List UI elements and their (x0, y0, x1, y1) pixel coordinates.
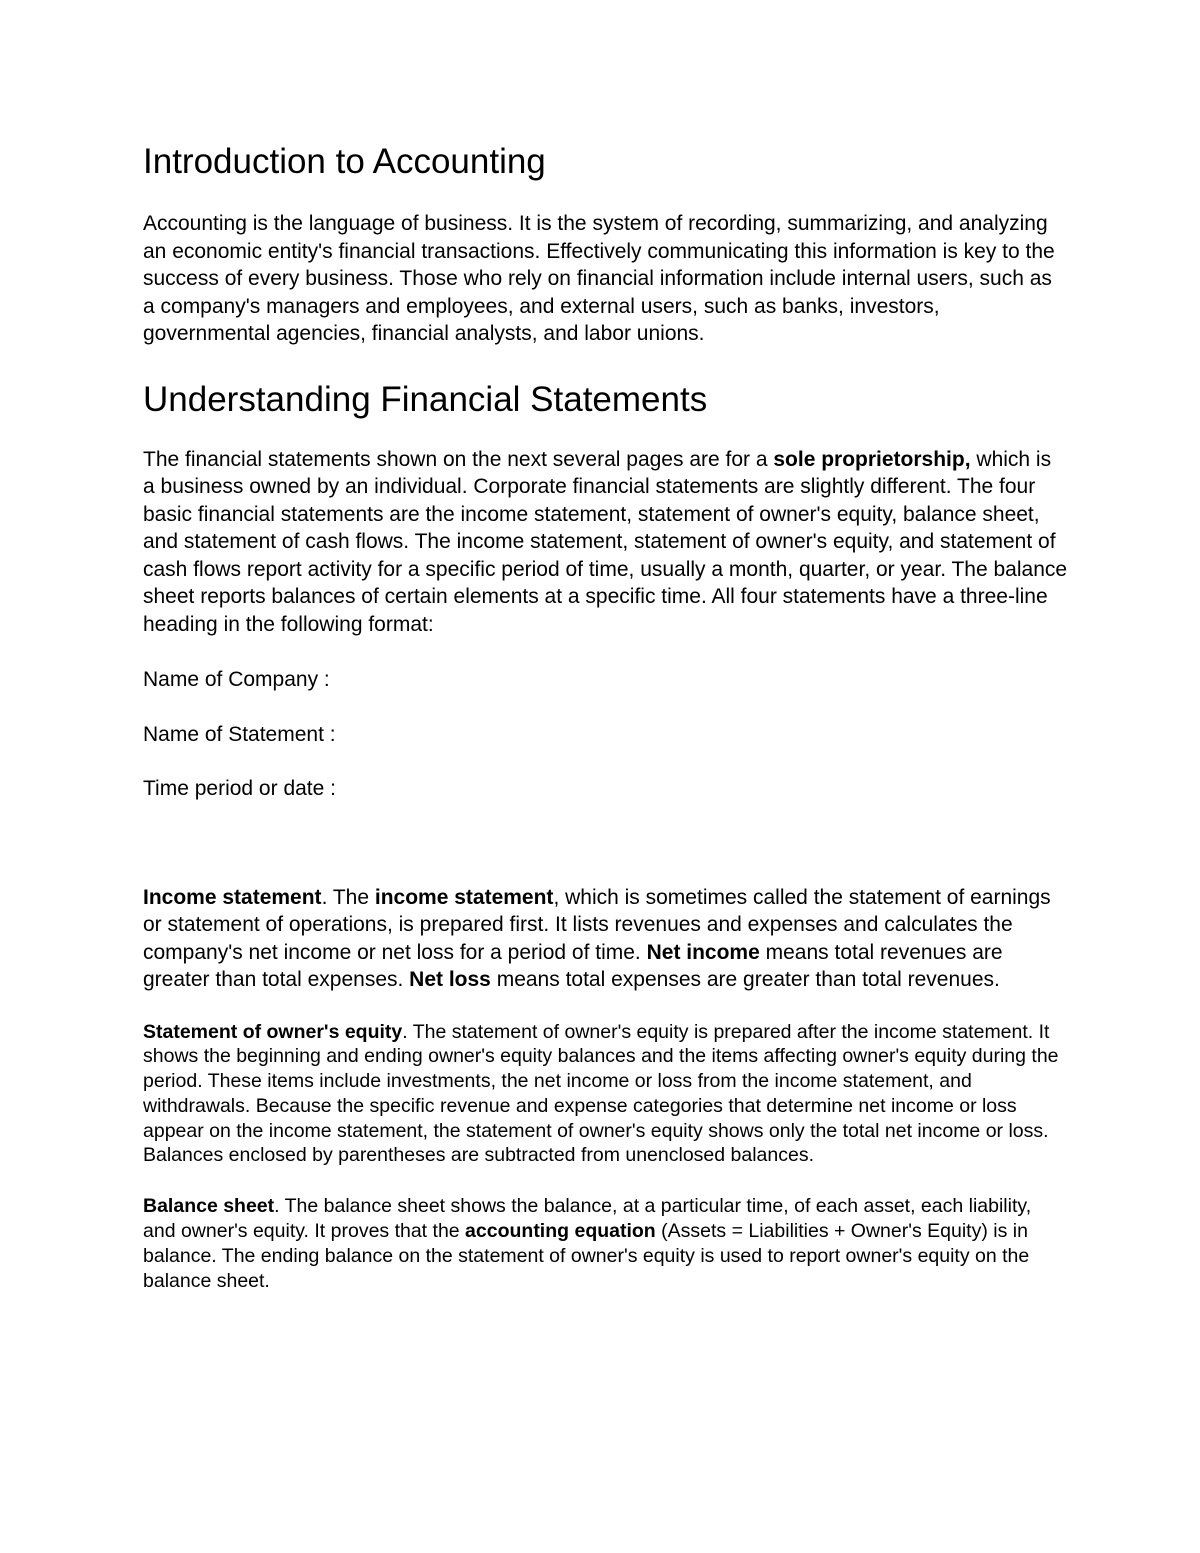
intro-text-2: which is a business owned by an individual. Corporate financial statements are slightly different. The four basic financial statements are the income statement, statement of owner's equity, balance sheet, and statement of cash flows. The income statement, statement of owner's equity, and statement of cash flows report activity for a specific period of time, usually a month, quarter, or year. The balance sheet reports balances of certain elements at a specific time. All four statements have a three-line heading in the following format: (143, 447, 1068, 636)
income-text-2: , which is sometimes called the statement of earnings or statement of operations, is prepared first. It lists revenues and expenses and calculates the company's net income or net loss for a period of time. (143, 885, 1051, 964)
heading-introduction-to-accounting: Introduction to Accounting (143, 142, 546, 181)
heading-format-line-company: Name of Company : (143, 668, 330, 691)
heading-understanding-financial-statements: Understanding Financial Statements (143, 379, 708, 419)
balance-text-1: . The balance sheet shows the balance, at a particular time, of each asset, each liability, and owner's equity. It proves that the (143, 1195, 1032, 1243)
heading-format-line-period: Time period or date : (143, 777, 336, 800)
term-statement-of-owners-equity: Statement of owner's equity (143, 1020, 403, 1043)
term-accounting-equation: accounting equation (465, 1220, 656, 1243)
paragraph-owners-equity (143, 1020, 1068, 1169)
term-sole-proprietorship: sole proprietorship, (773, 447, 971, 471)
term-balance-sheet: Balance sheet (143, 1195, 275, 1218)
paragraph-balance-sheet (143, 1194, 1068, 1293)
document-page (143, 140, 1068, 1293)
income-text-3: means total revenues are greater than total expenses. (143, 940, 1003, 991)
term-net-income: Net income (646, 940, 760, 964)
paragraph-accounting-intro: Accounting is the language of business. It is the system of recording, summarizing, and analyzing an economic entity's financial transactions. Effectively communicating this information is key to the success of every business. Those who rely on financial information include internal users, such as a company's managers and employees, and external users, such as banks, investors, governmental agencies, financial analysts, and labor unions. (143, 212, 1055, 345)
term-income-statement-2: income statement (374, 885, 554, 909)
balance-text-2: (Assets = Liabilities + Owner's Equity) is in balance. The ending balance on the statement of owner's equity is used to report owner's equity on the balance sheet. (143, 1220, 1030, 1292)
paragraph-financial-statements-intro (143, 446, 1068, 639)
income-text-1: . The (321, 885, 375, 909)
heading-format-line-statement: Name of Statement : (143, 722, 336, 746)
term-income-statement: Income statement (143, 885, 322, 909)
paragraph-income-statement (143, 884, 1068, 994)
income-text-4: means total expenses are greater than total revenues. (490, 968, 1000, 991)
term-net-loss: Net loss (409, 968, 491, 991)
equity-text-1: . The statement of owner's equity is prepared after the income statement. It shows the beginning and ending owner's equity balances and the items affecting owner's equity during the period. These items include investments, the net income or loss from the income statement, and withdrawals. Because the specific revenue and expense categories that determine net income or loss appear on the income statement, the statement of owner's equity shows only the total net income or loss. Balances enclosed by parentheses are subtracted from unenclosed balances. (143, 1020, 1059, 1167)
intro-text-1: The financial statements shown on the next several pages are for a (143, 447, 774, 471)
